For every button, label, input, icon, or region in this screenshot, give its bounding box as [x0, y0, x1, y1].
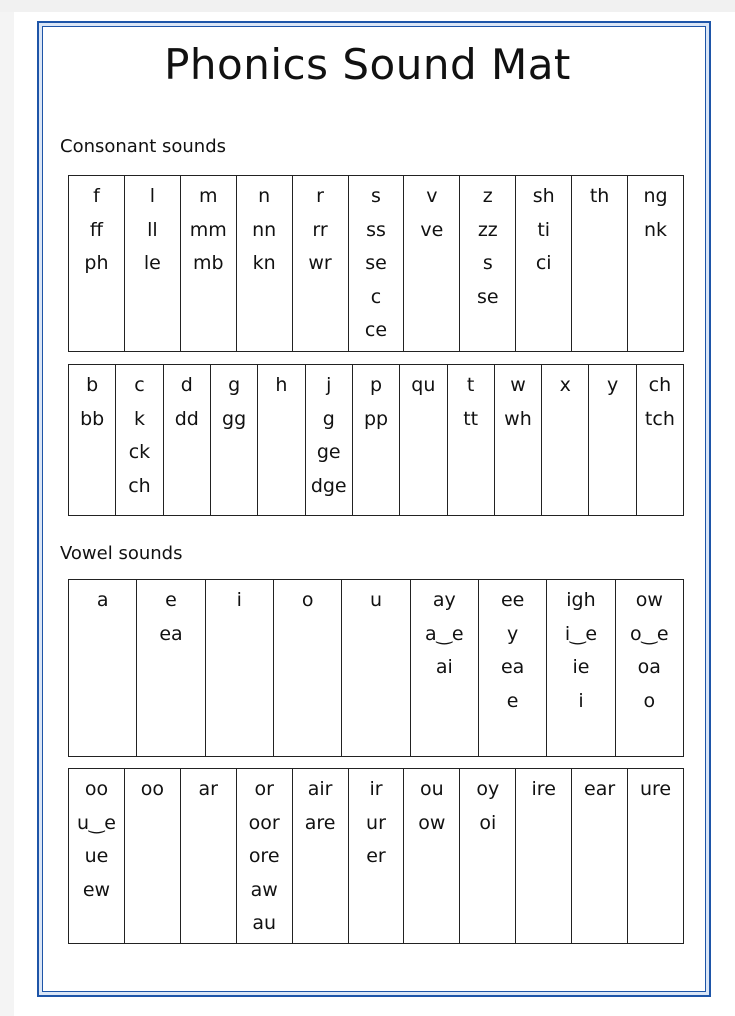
sound-cell	[69, 580, 137, 756]
grapheme-label: oo	[84, 778, 109, 800]
sound-cell	[411, 580, 479, 756]
grapheme-label: ir	[369, 778, 383, 800]
grapheme-label: dge	[310, 474, 347, 497]
grapheme-label: ore	[248, 845, 280, 867]
grapheme-label: ai	[435, 656, 453, 678]
sound-cell	[181, 769, 237, 943]
grapheme-label: c	[134, 374, 145, 396]
sound-cell	[589, 365, 636, 515]
sound-cell	[69, 365, 116, 515]
sound-cell	[572, 769, 628, 943]
grapheme-label: se	[477, 285, 499, 308]
grapheme-label: nk	[643, 218, 668, 241]
grapheme-label: mm	[189, 218, 227, 241]
sound-cell	[572, 176, 628, 351]
sound-cell	[116, 365, 163, 515]
sound-cell	[547, 580, 615, 756]
grapheme-label: ce	[364, 319, 388, 341]
grapheme-label: er	[366, 845, 386, 867]
grapheme-label: ear	[584, 778, 616, 800]
sound-cell	[349, 769, 405, 943]
grapheme-label: s	[371, 185, 381, 207]
grapheme-label: zz	[477, 218, 498, 241]
grapheme-label: y	[507, 622, 519, 645]
grapheme-label: n	[258, 185, 271, 207]
grapheme-label: e	[506, 689, 519, 712]
grapheme-label: u	[369, 589, 382, 611]
grapheme-label: bb	[80, 407, 105, 430]
grapheme-label: g	[228, 374, 241, 396]
grapheme-label: ng	[643, 185, 668, 207]
grapheme-label: ire	[531, 778, 556, 800]
sound-cell	[306, 365, 353, 515]
sound-cell	[349, 176, 405, 351]
grapheme-label: ve	[420, 218, 444, 241]
grapheme-label: ar	[198, 778, 218, 800]
grapheme-label: m	[199, 185, 218, 207]
grapheme-label: c	[370, 285, 382, 308]
grapheme-label: ou	[420, 778, 444, 800]
grapheme-label: k	[133, 407, 145, 430]
sound-cell	[342, 580, 410, 756]
grapheme-label: r	[316, 185, 324, 207]
grapheme-label: mb	[192, 252, 224, 274]
grapheme-label: oo	[140, 778, 164, 800]
grapheme-label: qu	[411, 374, 436, 396]
grapheme-label: ch	[128, 474, 151, 497]
grapheme-label: ur	[366, 811, 386, 834]
sound-cell	[628, 176, 683, 351]
sound-cell	[258, 365, 305, 515]
grapheme-label: ss	[366, 218, 386, 241]
sound-cell	[164, 365, 211, 515]
grapheme-label: gg	[222, 407, 247, 430]
grapheme-label: a‿e	[425, 622, 464, 645]
grapheme-label: pp	[363, 407, 389, 430]
grapheme-label: se	[365, 252, 387, 274]
grapheme-label: ff	[89, 218, 103, 241]
sound-cell	[542, 365, 589, 515]
sound-cell	[516, 769, 572, 943]
grapheme-label: oi	[479, 811, 497, 834]
page-title: Phonics Sound Mat	[164, 40, 571, 89]
sound-cell	[293, 176, 349, 351]
sound-cell	[628, 769, 683, 943]
grapheme-label: s	[482, 252, 493, 274]
grapheme-label: j	[326, 374, 332, 396]
grapheme-label: are	[304, 811, 336, 834]
grapheme-label: b	[86, 374, 99, 396]
grapheme-label: ie	[572, 656, 590, 678]
grapheme-label: wh	[504, 407, 532, 430]
grapheme-label: ow	[635, 589, 663, 611]
grapheme-label: o	[643, 689, 656, 712]
grapheme-label: o	[301, 589, 314, 611]
grapheme-label: ph	[84, 252, 109, 274]
sound-cell	[293, 769, 349, 943]
grapheme-label: ch	[648, 374, 672, 396]
sound-cell	[404, 769, 460, 943]
grapheme-label: v	[426, 185, 438, 207]
sound-cell	[404, 176, 460, 351]
sound-cell	[69, 769, 125, 943]
vowel-section-label: Vowel sounds	[60, 543, 183, 564]
grapheme-label: ck	[128, 441, 151, 463]
grapheme-label: dd	[174, 407, 199, 430]
grapheme-label: ci	[535, 252, 552, 274]
sound-cell	[69, 176, 125, 351]
window-left-gutter	[0, 12, 14, 1016]
sound-cell	[237, 769, 293, 943]
grapheme-label: nn	[252, 218, 277, 241]
grapheme-label: w	[510, 374, 526, 396]
grapheme-label: x	[559, 374, 571, 396]
consonant-section-label: Consonant sounds	[60, 136, 227, 157]
grapheme-label: oy	[476, 778, 500, 800]
grapheme-label: au	[252, 912, 277, 934]
sound-cell	[181, 176, 237, 351]
grapheme-label: y	[606, 374, 619, 396]
grapheme-label: ge	[316, 441, 341, 463]
sound-cell	[353, 365, 400, 515]
grapheme-label: or	[254, 778, 274, 800]
grapheme-label: oor	[248, 811, 280, 834]
grapheme-label: u‿e	[76, 811, 116, 834]
sound-cell	[448, 365, 495, 515]
consonant-table-row-2	[68, 364, 684, 516]
sound-cell	[125, 176, 181, 351]
grapheme-label: h	[275, 374, 288, 396]
sound-cell	[137, 580, 205, 756]
grapheme-label: i	[578, 689, 584, 712]
consonant-table-row-1	[68, 175, 684, 352]
grapheme-label: ea	[159, 622, 183, 645]
grapheme-label: aw	[250, 878, 278, 901]
grapheme-label: ti	[537, 218, 551, 241]
sound-cell	[211, 365, 258, 515]
grapheme-label: ow	[418, 811, 446, 834]
grapheme-label: le	[143, 252, 161, 274]
sound-cell	[274, 580, 342, 756]
sound-cell	[460, 176, 516, 351]
grapheme-label: kn	[252, 252, 276, 274]
grapheme-label: ea	[500, 656, 525, 678]
grapheme-label: i	[236, 589, 242, 611]
grapheme-label: z	[482, 185, 493, 207]
sound-cell	[237, 176, 293, 351]
grapheme-label: ue	[84, 845, 109, 867]
grapheme-label: g	[322, 407, 335, 430]
grapheme-label: d	[180, 374, 193, 396]
grapheme-label: a	[96, 589, 109, 611]
grapheme-label: p	[370, 374, 383, 396]
vowel-table-row-2	[68, 768, 684, 944]
sound-cell	[637, 365, 683, 515]
grapheme-label: wr	[308, 252, 332, 274]
sound-cell	[460, 769, 516, 943]
sound-cell	[495, 365, 542, 515]
grapheme-label: th	[589, 185, 610, 207]
sound-cell	[206, 580, 274, 756]
grapheme-label: sh	[532, 185, 555, 207]
vowel-table-row-1	[68, 579, 684, 757]
grapheme-label: t	[466, 374, 475, 396]
grapheme-label: o‿e	[629, 622, 669, 645]
grapheme-label: ee	[500, 589, 525, 611]
grapheme-label: l	[149, 185, 155, 207]
grapheme-label: ew	[82, 878, 111, 901]
grapheme-label: rr	[312, 218, 328, 241]
grapheme-label: tt	[463, 407, 479, 430]
grapheme-label: ll	[147, 218, 158, 241]
grapheme-label: oa	[637, 656, 661, 678]
grapheme-label: ay	[432, 589, 456, 611]
grapheme-label: igh	[566, 589, 596, 611]
sound-cell	[400, 365, 447, 515]
window-top-bar	[0, 0, 735, 12]
sound-cell	[125, 769, 181, 943]
grapheme-label: e	[165, 589, 177, 611]
grapheme-label: tch	[644, 407, 675, 430]
grapheme-label: air	[307, 778, 333, 800]
sound-cell	[616, 580, 683, 756]
sound-cell	[479, 580, 547, 756]
grapheme-label: f	[93, 185, 100, 207]
grapheme-label: i‿e	[564, 622, 598, 645]
grapheme-label: ure	[639, 778, 672, 800]
sound-cell	[516, 176, 572, 351]
